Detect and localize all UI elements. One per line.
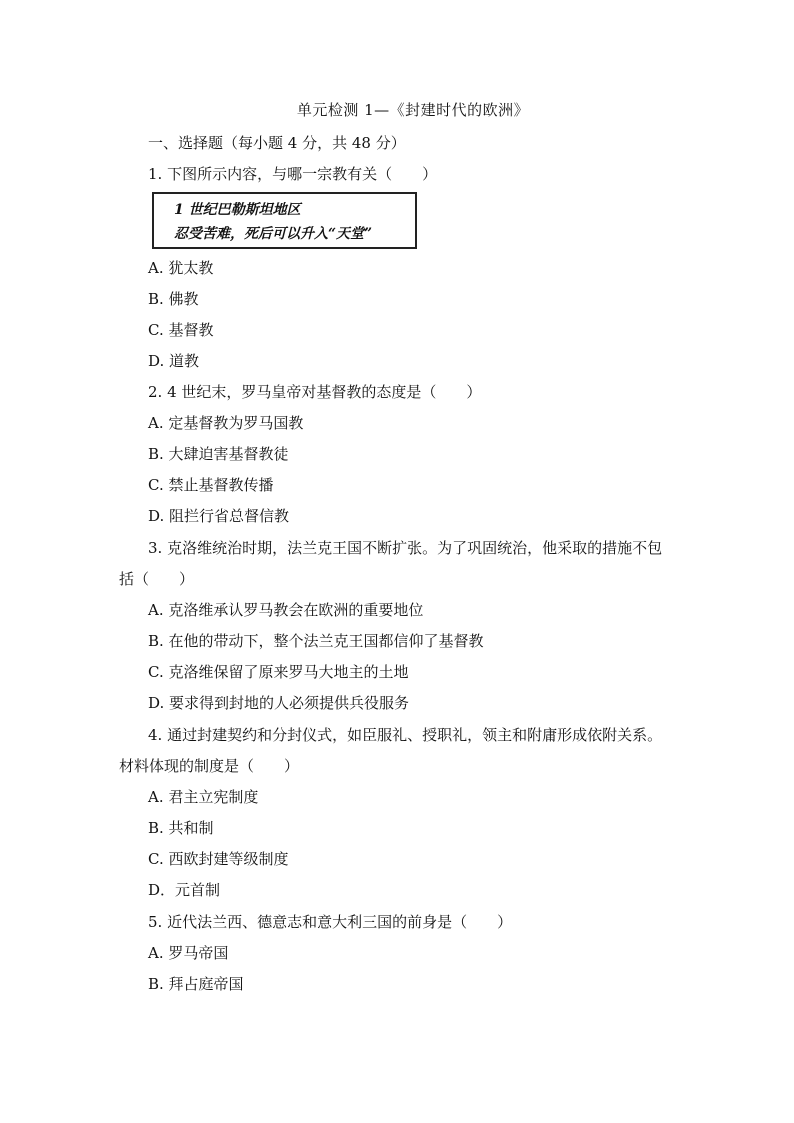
question-1-option-d: D. 道教 [148,352,200,370]
question-3-option-a: A. 克洛维承认罗马教会在欧洲的重要地位 [148,601,424,619]
question-3-stem-line-2: 括（ ） [119,570,195,588]
question-4-option-d: D．元首制 [148,881,221,899]
question-3-stem-line-1: 3. 克洛维统治时期，法兰克王国不断扩张。为了巩固统治，他采取的措施不包 [148,539,663,557]
question-2-option-d: D. 阻拦行省总督信教 [148,507,290,525]
question-5-option-b: B. 拜占庭帝国 [148,975,244,993]
question-2-stem: 2. 4 世纪末，罗马皇帝对基督教的态度是（ ） [148,383,482,401]
question-5-option-a: A. 罗马帝国 [148,944,229,962]
page-title: 单元检测 1—《封建时代的欧洲》 [296,101,530,119]
question-4-stem-line-2: 材料体现的制度是（ ） [119,757,300,775]
section-header: 一、选择题（每小题 4 分，共 48 分） [148,134,406,152]
question-3-option-b: B. 在他的带动下，整个法兰克王国都信仰了基督教 [148,632,484,650]
question-4-option-c: C. 西欧封建等级制度 [148,850,289,868]
question-2-option-a: A. 定基督教为罗马国教 [148,414,304,432]
question-4-option-b: B. 共和制 [148,819,214,837]
question-1-option-c: C. 基督教 [148,321,214,339]
question-1-figure [152,192,417,249]
question-1-option-b: B. 佛教 [148,290,199,308]
figure-line-2: 忍受苦难，死后可以升入“天堂” [174,226,373,242]
question-3-option-c: C. 克洛维保留了原来罗马大地主的土地 [148,663,409,681]
question-5-stem: 5. 近代法兰西、德意志和意大利三国的前身是（ ） [148,913,513,931]
question-3-option-d: D. 要求得到封地的人必须提供兵役服务 [148,694,410,712]
question-4-option-a: A. 君主立宪制度 [148,788,259,806]
question-1-option-a: A. 犹太教 [148,259,214,277]
figure-line-1: 1 世纪巴勒斯坦地区 [174,202,301,218]
question-2-option-c: C. 禁止基督教传播 [148,476,274,494]
question-1-stem: 1. 下图所示内容，与哪一宗教有关（ ） [148,165,438,183]
question-2-option-b: B. 大肆迫害基督教徒 [148,445,289,463]
question-4-stem-line-1: 4. 通过封建契约和分封仪式，如臣服礼、授职礼，领主和附庸形成依附关系。 [148,726,663,744]
